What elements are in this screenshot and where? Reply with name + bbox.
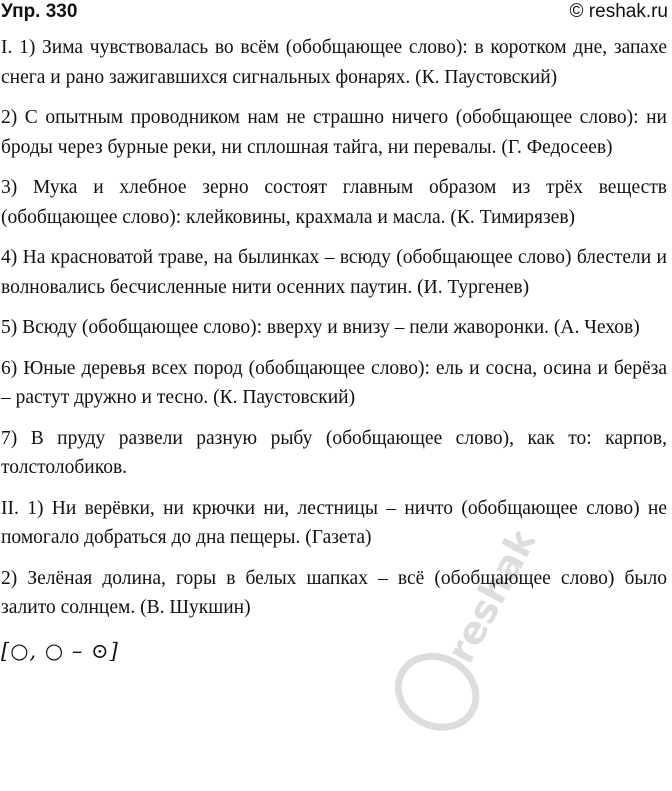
paragraph-1-5: 5) Всюду (обобщающее слово): вверху и внизу – пели жаворонки. (А. Чехов) <box>1 317 640 338</box>
paragraph-1-3: 3) Мука и хлебное зерно состоят главным образом из трёх веществ (обобщающее слово): клейковины, крахмала и масла. (К. Тимирязев) <box>1 177 667 228</box>
paragraph-1-4: 4) На красноватой траве, на былинках – всюду (обобщающее слово) блестели и волновались бесчисленные нити осенних паутин. (И. Тургенев) <box>1 247 667 298</box>
exercise-content <box>1 33 667 665</box>
paragraph-1-7: 7) В пруду развели разную рыбу (обобщающее слово), как то: карпов, толстолобиков. <box>1 427 667 478</box>
punctuation-scheme: [○, ○ – ⊙] <box>1 638 119 663</box>
paragraph-1-2: 2) С опытным проводником нам не страшно ничего (обобщающее слово): ни броды через бурные реки, ни сплошная тайга, ни перевалы. (Г. Федосеев) <box>1 107 667 158</box>
paragraph-1-6: 6) Юные деревья всех пород (обобщающее слово): ель и сосна, осина и берёза – растут дружно и тесно. (К. Паустовский) <box>1 357 667 408</box>
page-header <box>0 0 672 26</box>
paragraph-1-1: I. 1) Зима чувствовалась во всём (обобщающее слово): в коротком дне, запахе снега и рано зажигавшихся сигнальных фонарях. (К. Паустовский) <box>1 37 667 88</box>
exercise-title: Упр. 330 <box>1 1 78 22</box>
paragraph-2-1: II. 1) Ни верёвки, ни крючки ни, лестницы – ничто (обобщающее слово) не помогало добраться до дна пещеры. (Газета) <box>1 497 667 548</box>
source-credit: © reshak.ru <box>569 1 668 22</box>
watermark-text: reshak <box>438 521 546 670</box>
paragraph-2-2: 2) Зелёная долина, горы в белых шапках – всё (обобщающее слово) было залито солнцем. (В. Шукшин) <box>1 567 667 618</box>
